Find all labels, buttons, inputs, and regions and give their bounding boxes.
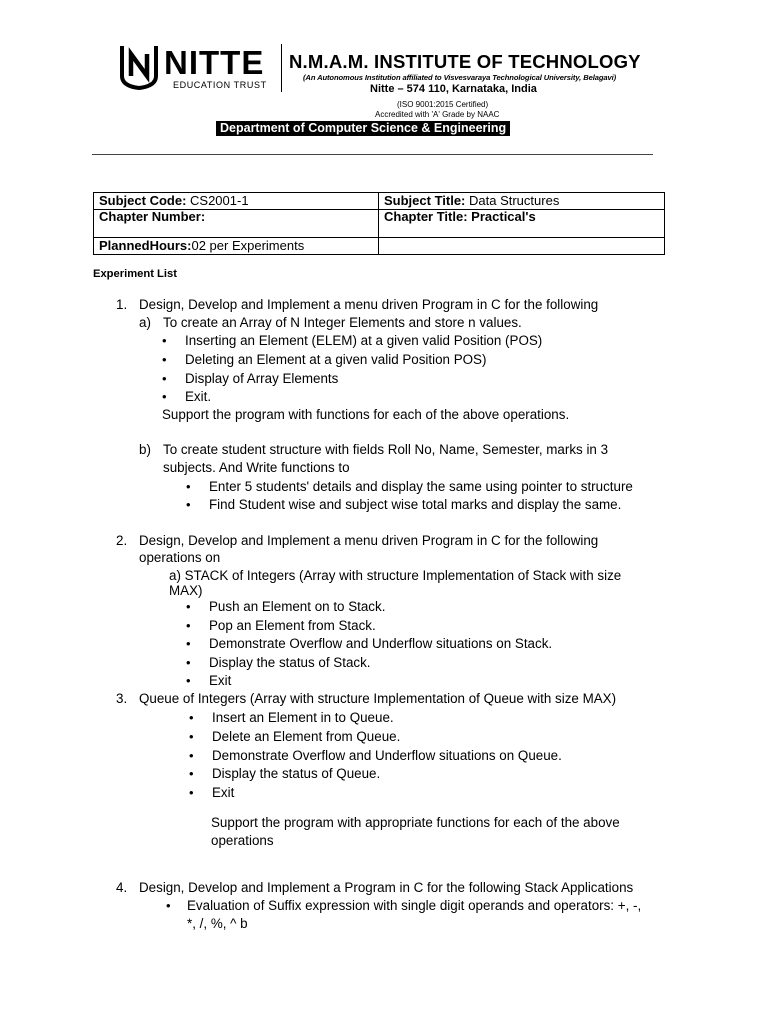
subject-code-value: CS2001-1 [186,193,249,208]
list-item: Display the status of Stack. [209,655,371,670]
bullet-icon: • [189,748,194,763]
planned-hours-cell [94,238,379,255]
experiment-2a-line2: MAX) [169,583,203,598]
list-item: Exit. [185,389,212,404]
bullet-icon: • [189,729,194,744]
list-item: Deleting an Element at a given valid Position POS) [185,352,487,367]
experiment-2-number: 2. [116,533,128,548]
bullet-icon: • [189,766,194,781]
chapter-number-label: Chapter Number: [99,209,206,224]
chapter-title-value: Practical's [467,209,536,224]
chapter-number-cell [94,210,379,238]
experiment-2-line1: Design, Develop and Implement a menu driven Program in C for the following [139,533,599,548]
planned-hours-label: PlannedHours: [99,238,192,253]
experiment-1a-label: a) [139,315,151,330]
naac-accreditation: Accredited with 'A' Grade by NAAC [375,110,500,119]
subject-code-cell [94,193,379,210]
experiment-2a-line1: a) STACK of Integers (Array with structure Implementation of Stack with size [169,568,622,583]
experiment-4-item-line2: *, /, %, ^ b [187,916,248,931]
experiment-1b-line1: To create student structure with fields Roll No, Name, Semester, marks in 3 [163,442,609,457]
bullet-icon: • [189,710,194,725]
experiment-1a-support: Support the program with functions for each of the above operations. [162,407,570,422]
list-item: Exit [209,673,232,688]
experiment-3-number: 3. [116,691,128,706]
list-item: Inserting an Element (ELEM) at a given valid Position (POS) [185,333,543,348]
bullet-icon: • [162,371,167,386]
experiment-list-heading: Experiment List [93,268,177,280]
planned-hours-value: 02 per Experiments [191,238,305,253]
experiment-1b-label: b) [139,442,151,457]
bullet-icon: • [186,479,191,494]
subject-title-label: Subject Title: [384,193,466,208]
list-item: Find Student wise and subject wise total marks and display the same. [209,497,622,512]
institute-location: Nitte – 574 110, Karnataka, India [370,83,537,95]
bullet-icon: • [186,636,191,651]
logo-divider [281,44,282,92]
nitte-logo-icon [119,42,159,90]
subject-title-value: Data Structures [465,193,560,208]
list-item: Delete an Element from Queue. [212,729,401,744]
table-row [94,238,665,255]
subject-code-label: Subject Code: [99,193,187,208]
experiment-4-title: Design, Develop and Implement a Program in C for the following Stack Applications [139,880,634,895]
header-rule [92,154,653,155]
table-row [94,210,665,238]
list-item: Enter 5 students' details and display the same using pointer to structure [209,479,633,494]
chapter-title-cell [379,210,665,238]
list-item: Demonstrate Overflow and Underflow situations on Stack. [209,636,553,651]
logo-wordmark: NITTE [164,44,265,81]
experiment-1-number: 1. [116,297,128,312]
experiment-4-item-line1: Evaluation of Suffix expression with single digit operands and operators: +, -, [187,898,642,913]
experiment-3-support-line1: Support the program with appropriate functions for each of the above [211,815,620,830]
list-item: Exit [212,785,235,800]
chapter-title-label: Chapter Title: [384,209,468,224]
experiment-1-title: Design, Develop and Implement a menu driven Program in C for the following [139,297,599,312]
bullet-icon: • [186,655,191,670]
bullet-icon: • [186,599,191,614]
list-item: Display the status of Queue. [212,766,381,781]
bullet-icon: • [186,497,191,512]
bullet-icon: • [186,618,191,633]
table-row [94,193,665,210]
bullet-icon: • [186,673,191,688]
list-item: Push an Element on to Stack. [209,599,386,614]
list-item: Display of Array Elements [185,371,339,386]
bullet-icon: • [189,785,194,800]
bullet-icon: • [162,352,167,367]
list-item: Insert an Element in to Queue. [212,710,394,725]
department-banner: Department of Computer Science & Engineering [216,121,510,136]
experiment-2-line2: operations on [139,550,221,565]
experiment-4-number: 4. [116,880,128,895]
bullet-icon: • [162,333,167,348]
list-item: Pop an Element from Stack. [209,618,376,633]
subject-title-cell [379,193,665,210]
experiment-1a-text: To create an Array of N Integer Elements and store n values. [163,315,522,330]
experiment-3-support-line2: operations [211,833,274,848]
experiment-1b-line2: subjects. And Write functions to [163,460,350,475]
institute-name: N.M.A.M. INSTITUTE OF TECHNOLOGY [289,51,641,72]
logo-subtitle: EDUCATION TRUST [173,80,267,90]
bullet-icon: • [162,389,167,404]
institute-affiliation: (An Autonomous Institution affiliated to Visvesvaraya Technological University, Belagavi) [303,73,617,82]
subject-table [93,192,665,255]
empty-cell [379,238,665,255]
list-item: Demonstrate Overflow and Underflow situations on Queue. [212,748,562,763]
bullet-icon: • [166,898,171,913]
iso-certification: (ISO 9001:2015 Certified) [397,100,489,109]
experiment-3-title: Queue of Integers (Array with structure Implementation of Queue with size MAX) [139,691,617,706]
